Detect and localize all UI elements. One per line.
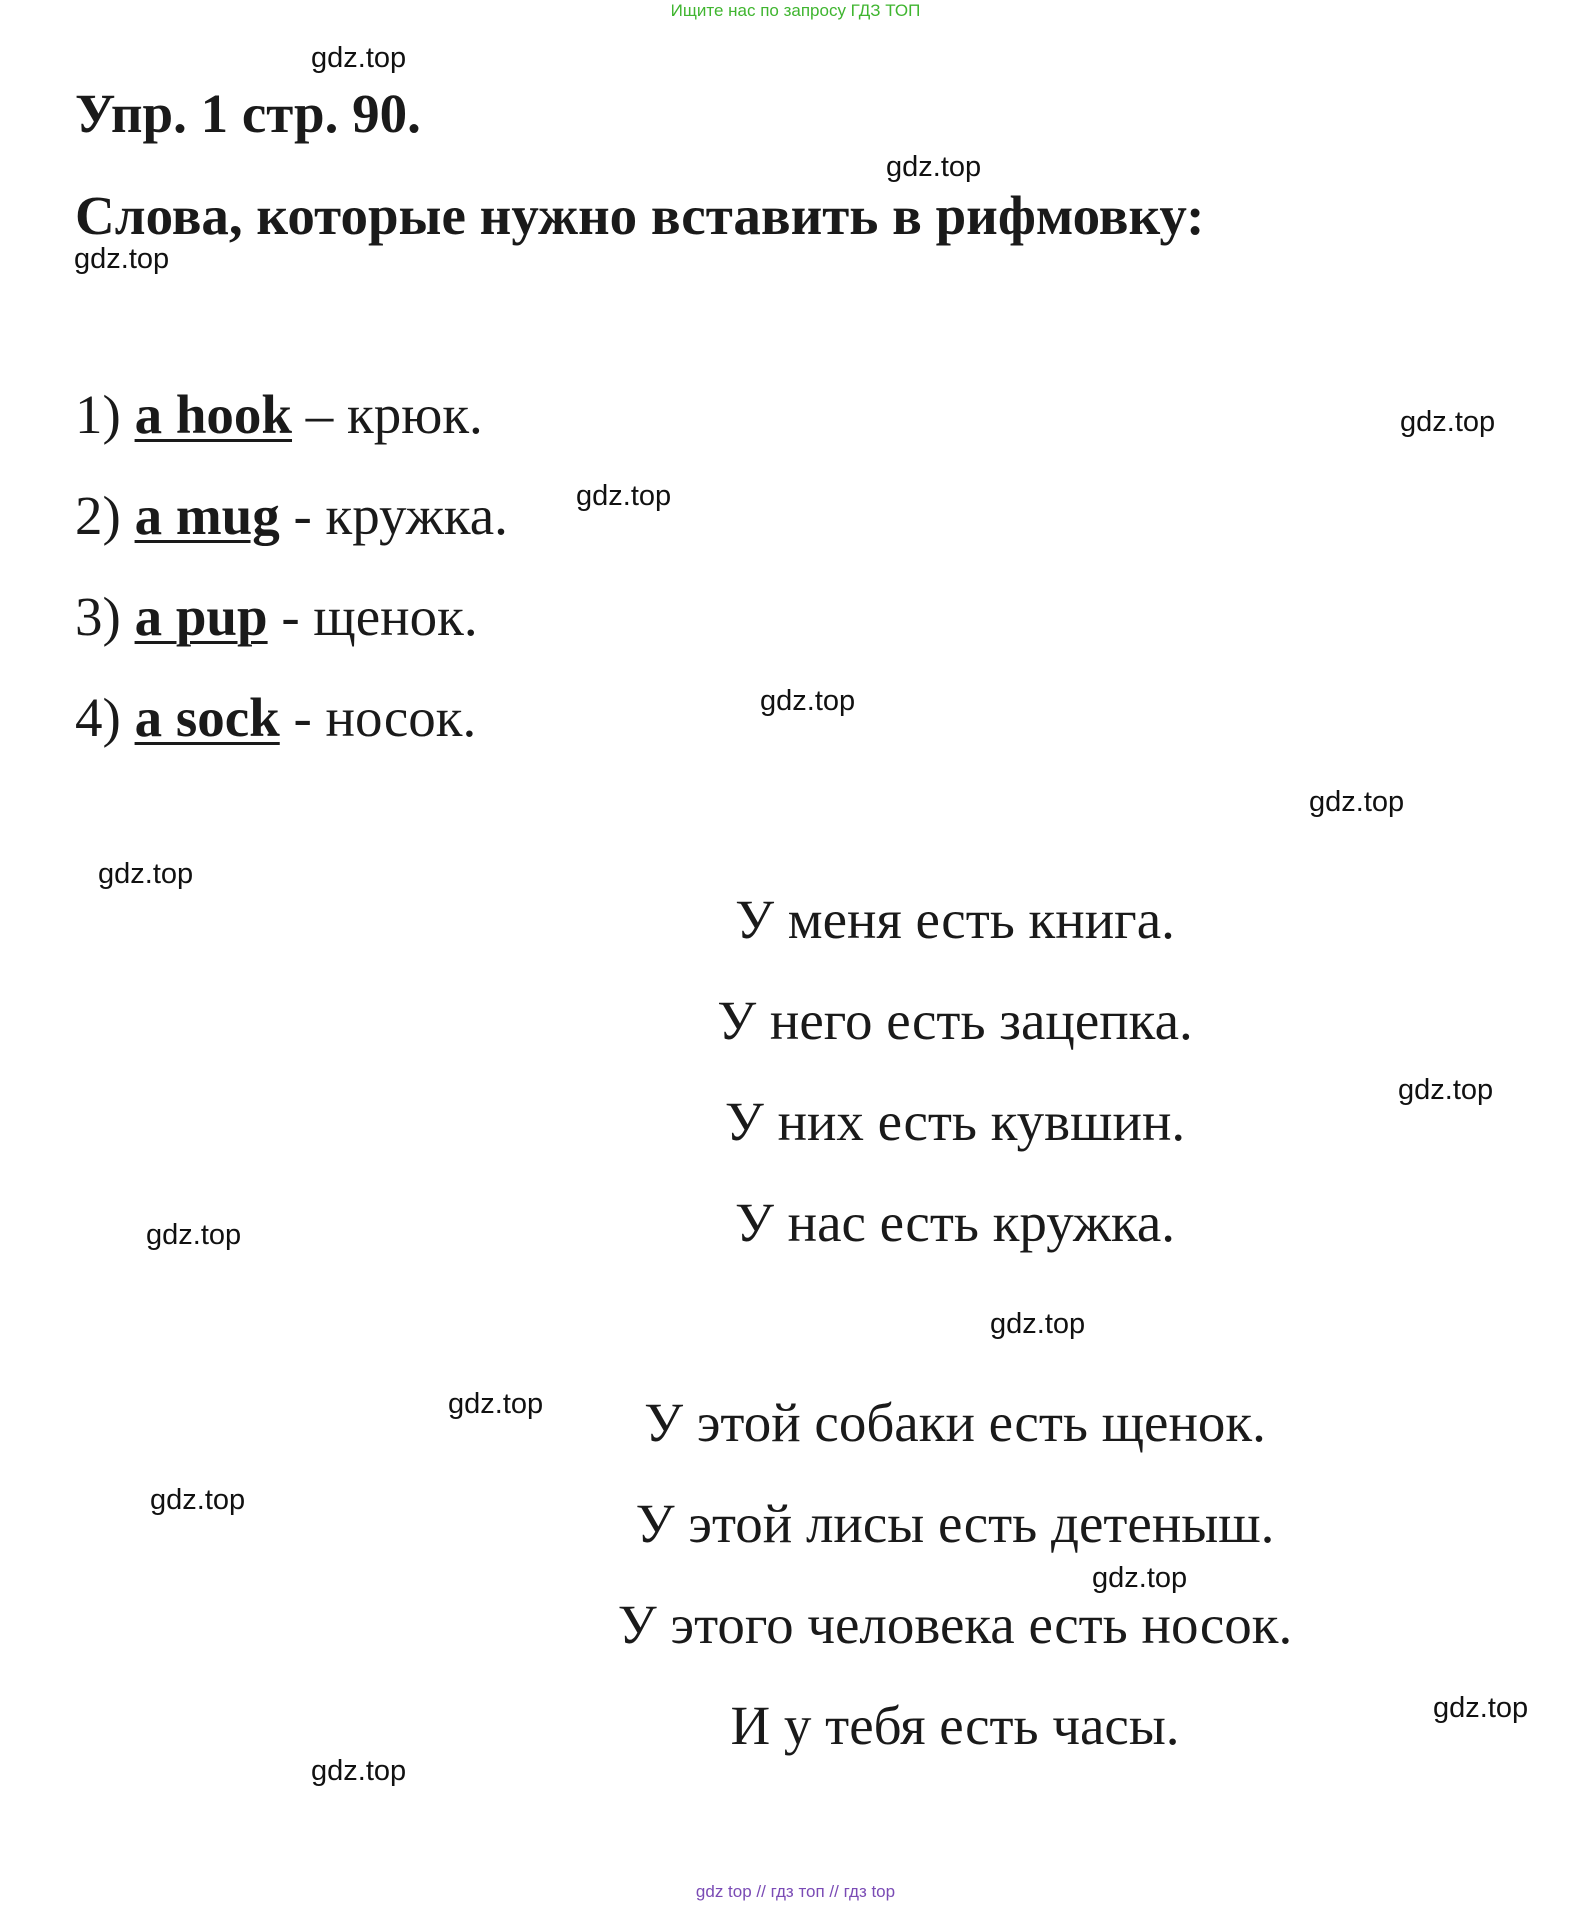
word-english: a hook xyxy=(134,384,293,445)
watermark: gdz.top xyxy=(448,1388,544,1420)
watermark: gdz.top xyxy=(1092,1562,1188,1594)
bottom-banner: gdz top // гдз топ // гдз top xyxy=(695,1882,896,1901)
watermark: gdz.top xyxy=(150,1484,246,1516)
word-translation: - щенок. xyxy=(281,586,478,647)
word-english: a sock xyxy=(134,687,280,748)
rhyme-line: У этого человека есть носок. xyxy=(617,1594,1293,1655)
exercise-subtitle: Слова, которые нужно вставить в рифмовку: xyxy=(75,185,1205,246)
watermark: gdz.top xyxy=(311,1755,407,1787)
top-banner: Ищите нас по запросу ГДЗ ТОП xyxy=(670,1,921,20)
watermark: gdz.top xyxy=(760,685,856,717)
watermark: gdz.top xyxy=(1433,1692,1529,1724)
word-english: a pup xyxy=(134,586,268,647)
rhyme-line: У этой собаки есть щенок. xyxy=(644,1392,1266,1453)
word-number: 4) xyxy=(75,687,121,748)
watermark: gdz.top xyxy=(576,480,672,512)
word-english: a mug xyxy=(134,485,280,546)
word-translation: – крюк. xyxy=(305,384,483,445)
word-item xyxy=(75,383,483,446)
word-number: 3) xyxy=(75,586,121,647)
word-item xyxy=(75,686,476,749)
rhyme-line: У меня есть книга. xyxy=(735,889,1175,950)
rhyme-line: У этой лисы есть детеныш. xyxy=(635,1493,1275,1554)
watermark: gdz.top xyxy=(1400,406,1496,438)
word-number: 2) xyxy=(75,485,121,546)
watermark: gdz.top xyxy=(311,42,407,74)
watermark: gdz.top xyxy=(1398,1074,1494,1106)
word-number: 1) xyxy=(75,384,121,445)
rhyme-line: У него есть зацепка. xyxy=(717,990,1193,1051)
watermark: gdz.top xyxy=(74,243,170,275)
word-translation: - кружка. xyxy=(293,485,508,546)
word-translation: - носок. xyxy=(293,687,477,748)
watermark: gdz.top xyxy=(146,1219,242,1251)
watermark: gdz.top xyxy=(98,858,194,890)
rhyme-line: У них есть кувшин. xyxy=(724,1091,1186,1152)
watermark: gdz.top xyxy=(886,151,982,183)
word-item xyxy=(75,484,508,547)
rhyme-line: У нас есть кружка. xyxy=(734,1192,1176,1253)
watermark: gdz.top xyxy=(990,1308,1086,1340)
watermark: gdz.top xyxy=(1309,786,1405,818)
rhyme-line: И у тебя есть часы. xyxy=(730,1695,1180,1756)
exercise-title: Упр. 1 стр. 90. xyxy=(75,83,421,144)
word-item xyxy=(75,585,478,648)
